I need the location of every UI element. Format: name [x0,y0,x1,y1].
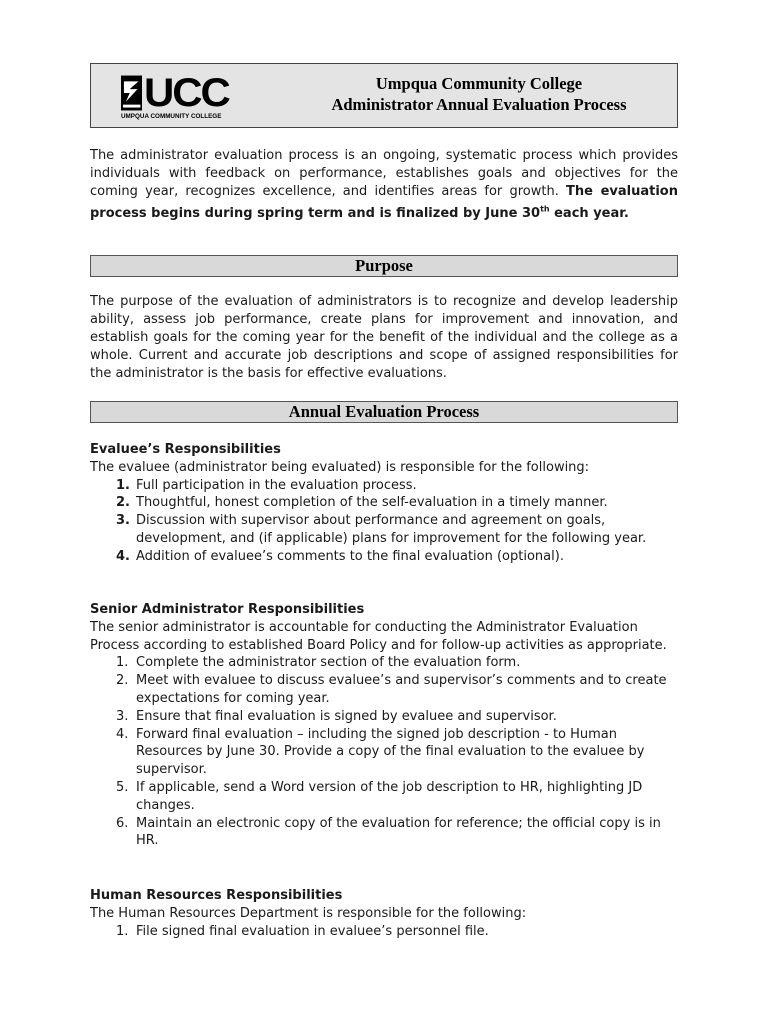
purpose-paragraph: The purpose of the evaluation of administrators is to recognize and develop leadership ability, assess job performance, create plans for improvement and innovation, and establish goals for the coming year for the benefit of the individual and the college as a whole. Current and accurate job descriptions and scope of assigned responsibilities for the administrator is the basis for effective evaluations. [90,294,678,381]
senior-list [90,654,680,850]
logo-text: UCC [144,71,230,115]
list-item: 1. Full participation in the evaluation process. [116,477,417,493]
document-title: Administrator Annual Evaluation Process [331,95,627,114]
list-item: 4. Forward final evaluation – including the signed job description - to Human Resources by June 30. Provide a copy of the final evaluation to the evaluee by supervisor. [116,726,645,778]
list-item: 3. Discussion with supervisor about performance and agreement on goals, development, and (if applicable) plans for improvement for the following year. [116,513,647,546]
intro-bold-text: The evaluation process begins during spring term and is finalized by June 30th each year. [90,184,678,222]
intro-text: The administrator evaluation process is an ongoing, systematic process which provides individuals with feedback on performance, establishes goals and objectives for the coming year, recognizes excellence, and identifies areas for growth. [90,148,678,199]
senior-title: Senior Administrator Responsibilities [90,602,365,617]
list-item: 4. Addition of evaluee’s comments to the final evaluation (optional). [116,548,564,564]
list-item: 3. Ensure that final evaluation is signed by evaluee and supervisor. [116,708,557,724]
process-heading: Annual Evaluation Process [90,401,678,423]
hr-title: Human Resources Responsibilities [90,888,343,903]
senior-intro: The senior administrator is accountable for conducting the Administrator Evaluation Process according to established Board Policy and for follow-up activities as appropriate. [90,619,667,653]
list-item: 2. Meet with evaluee to discuss evaluee’s and supervisor’s comments and to create expectations for coming year. [116,673,667,706]
document-header [90,63,678,128]
college-name: Umpqua Community College [375,74,583,93]
list-item: 6. Maintain an electronic copy of the evaluation for reference; the official copy is in HR. [116,815,661,849]
senior-section [90,601,680,850]
logo-subtext: UMPQUA COMMUNITY COLLEGE [121,113,222,120]
evaluee-title: Evaluee’s Responsibilities [90,442,281,457]
purpose-heading: Purpose [90,255,678,277]
list-item: 1. File signed final evaluation in evaluee’s personnel file. [116,923,489,939]
list-item: 5. If applicable, send a Word version of the job description to HR, highlighting JD changes. [116,779,643,813]
intro-paragraph [90,147,678,223]
hr-list [90,923,680,941]
hr-section [90,887,680,940]
list-item: 1. Complete the administrator section of the evaluation form. [116,655,521,671]
evaluee-intro: The evaluee (administrator being evaluated) is responsible for the following: [90,459,590,475]
evaluee-list [90,477,680,566]
river-logo-icon [121,75,142,111]
hr-intro: The Human Resources Department is responsible for the following: [90,905,527,921]
evaluee-section [90,441,680,566]
ucc-logo [121,71,230,121]
list-item: 2. Thoughtful, honest completion of the self-evaluation in a timely manner. [116,495,608,511]
